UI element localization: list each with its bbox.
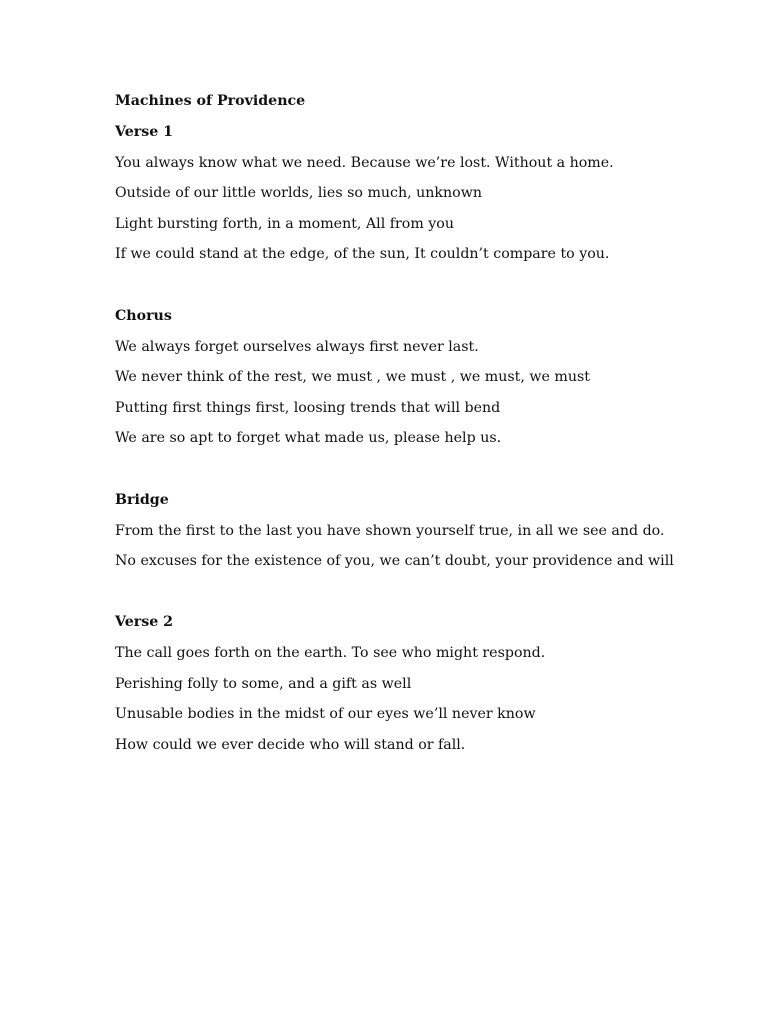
verse-1-line-4: If we could stand at the edge, of the sun, It couldn’t compare to you.: [115, 246, 610, 262]
bridge-line-1: From the first to the last you have shown yourself true, in all we see and do.: [115, 523, 665, 539]
bridge-line-2: No excuses for the existence of you, we can’t doubt, your providence and will: [115, 553, 674, 569]
chorus-line-3: Putting first things first, loosing trends that will bend: [115, 400, 501, 416]
chorus-line-1: We always forget ourselves always first never last.: [115, 339, 479, 355]
section-heading-verse-1: Verse 1: [115, 124, 174, 140]
section-heading-chorus: Chorus: [115, 308, 172, 324]
document-title: Machines of Providence: [115, 93, 306, 109]
chorus-line-4: We are so apt to forget what made us, please help us.: [115, 430, 502, 446]
verse-2-line-1: The call goes forth on the earth. To see who might respond.: [115, 645, 546, 661]
section-heading-verse-2: Verse 2: [115, 614, 174, 630]
verse-1-line-3: Light bursting forth, in a moment, All from you: [115, 216, 454, 232]
section-heading-bridge: Bridge: [115, 492, 169, 508]
verse-2-line-4: How could we ever decide who will stand or fall.: [115, 737, 466, 753]
verse-2-line-3: Unusable bodies in the midst of our eyes we’ll never know: [115, 706, 536, 722]
verse-1-line-1: You always know what we need. Because we’re lost. Without a home.: [115, 155, 614, 171]
chorus-line-2: We never think of the rest, we must , we must , we must, we must: [115, 369, 590, 385]
verse-1-line-2: Outside of our little worlds, lies so much, unknown: [115, 185, 482, 201]
verse-2-line-2: Perishing folly to some, and a gift as well: [115, 676, 412, 692]
